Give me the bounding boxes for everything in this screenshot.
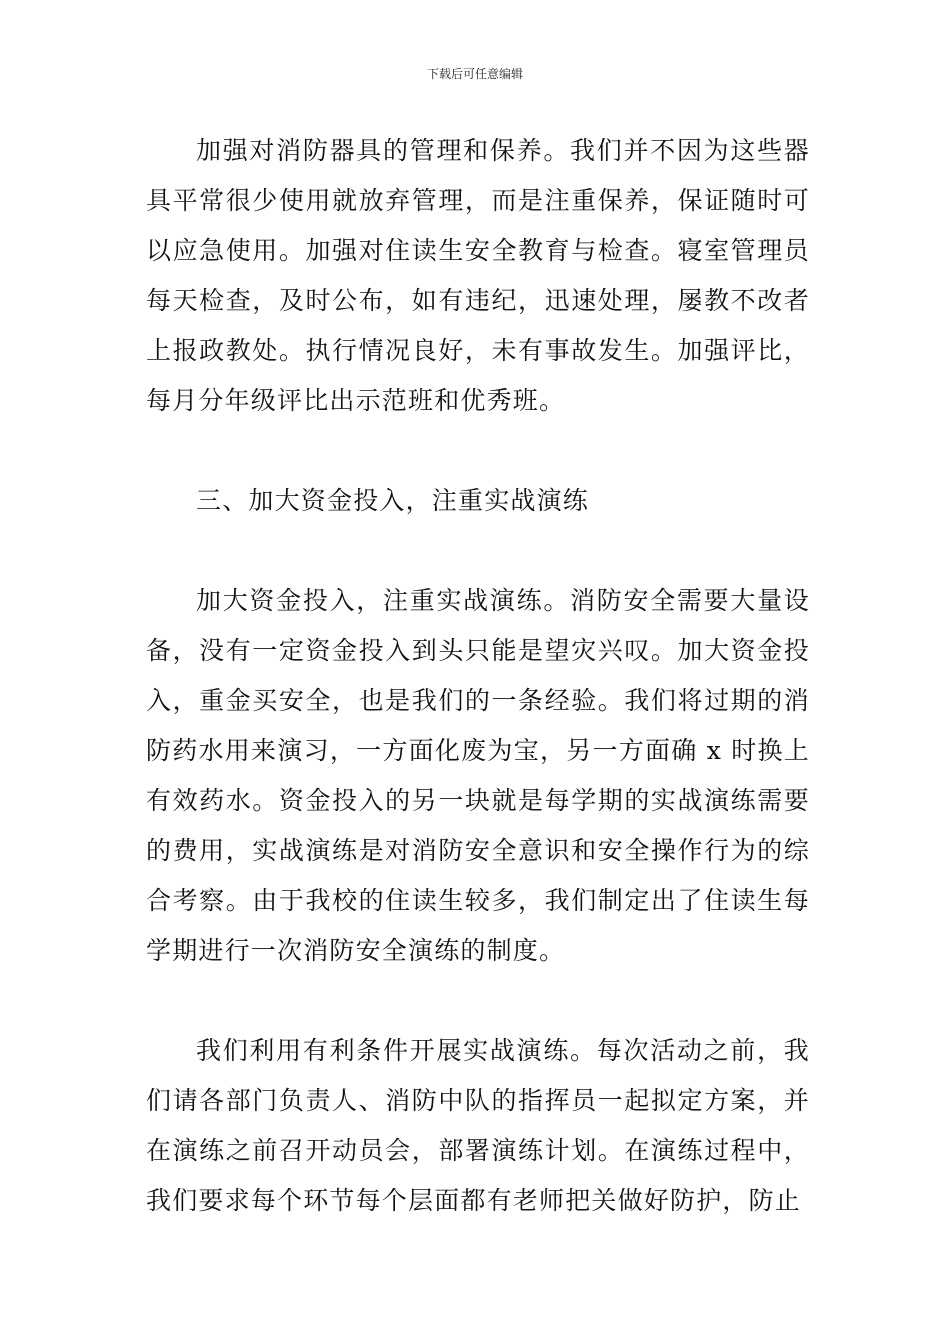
paragraph-drills: 我们利用有利条件开展实战演练。每次活动之前，我们请各部门负责人、消防中队的指挥员一起拟定方案，并在演练之前召开动员会，部署演练计划。在演练过程中，我们要求每个环节每个层面都有老师把关做好防护，防止 <box>146 1036 810 1215</box>
document-body <box>146 126 810 1226</box>
paragraph-funding: 加大资金投入，注重实战演练。消防安全需要大量设备，没有一定资金投入到头只能是望灾兴叹。加大资金投入，重金买安全，也是我们的一条经验。我们将过期的消防药水用来演习，一方面化废为宝，另一方面确 x 时换上有效药水。资金投入的另一块就是每学期的实战演练需要的费用，实战演练是对消防安全意识和安全操作行为的综合考察。由于我校的住读生较多，我们制定出了住读生每学期进行一次消防安全演练的制度。 <box>146 586 810 965</box>
paragraph-spacer <box>146 426 810 476</box>
paragraph-spacer <box>146 526 810 576</box>
paragraph-spacer <box>146 976 810 1026</box>
paragraph-equipment-management: 加强对消防器具的管理和保养。我们并不因为这些器具平常很少使用就放弃管理，而是注重保养，保证随时可以应急使用。加强对住读生安全教育与检查。寝室管理员每天检查，及时公布，如有违纪，迅速处理，屡教不改者上报政教处。执行情况良好，未有事故发生。加强评比，每月分年级评比出示范班和优秀班。 <box>146 136 810 415</box>
section-heading-3: 三、加大资金投入，注重实战演练 <box>196 486 590 515</box>
page-header: 下载后可任意编辑 <box>426 67 523 81</box>
